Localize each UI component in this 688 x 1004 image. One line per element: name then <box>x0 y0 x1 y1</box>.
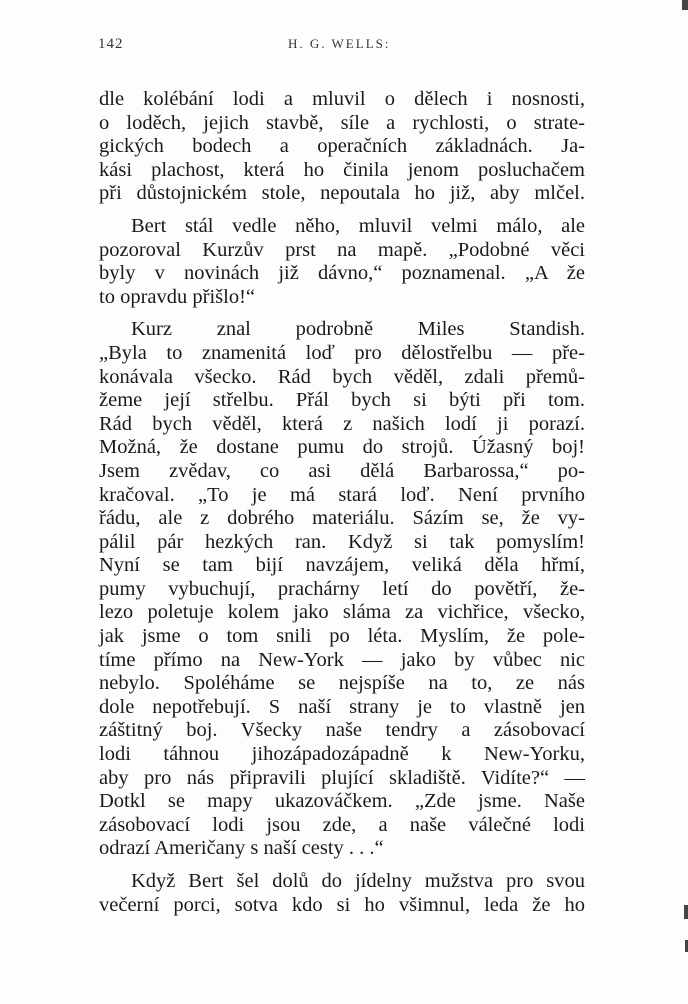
text-line: žeme její střelbu. Přál bych si býti při tom. <box>99 389 585 412</box>
paragraph-gap <box>99 206 585 215</box>
text-line: večerní porci, sotva kdo si ho všimnul, leda že ho <box>99 893 585 916</box>
text-line: pumy vybuchují, prachárny letí do povětří, že- <box>99 577 585 600</box>
text-line: tíme přímo na New-York — jako by vůbec nic <box>99 648 585 671</box>
text-line: Jsem zvědav, co asi dělá Barbarossa,“ po- <box>99 459 585 482</box>
text-line: záštitný boj. Všecky naše tendry a zásobovací <box>99 719 585 742</box>
text-line: Dotkl se mapy ukazováčkem. „Zde jsme. Naše <box>99 790 585 813</box>
text-line: to opravdu přišlo!“ <box>99 285 255 308</box>
text-line: aby pro nás připravili plující skladiště. Vidíte?“ — <box>99 766 585 789</box>
text-line: Možná, že dostane pumu do strojů. Úžasný boj! <box>99 436 585 459</box>
text-line: pálil pár hezkých ran. Když si tak pomyslím! <box>99 530 585 553</box>
text-line: konávala všecko. Rád bych věděl, zdali přemů- <box>99 365 585 388</box>
paragraph-gap <box>99 861 585 870</box>
body-text <box>99 88 585 917</box>
text-line: lodi táhnou jihozápadozápadně k New-Yorku, <box>99 743 585 766</box>
page-number: 142 <box>98 36 124 52</box>
scan-edge-mark <box>684 905 688 919</box>
text-line: o loděch, jejich stavbě, síle a rychlosti, o strate- <box>99 111 585 134</box>
text-line: jak jsme o tom snili po léta. Myslím, že pole- <box>99 625 585 648</box>
running-head: H. G. WELLS: <box>288 36 391 51</box>
text-line: lezo poletuje kolem jako sláma za vichřice, všecko, <box>99 601 585 624</box>
page-header <box>98 36 582 58</box>
text-line: Kurz znal podrobně Miles Standish. <box>131 318 585 341</box>
text-line: řádu, ale z dobrého materiálu. Sázím se, že vy- <box>99 507 585 530</box>
text-line: Bert stál vedle něho, mluvil velmi málo, ale <box>131 214 585 237</box>
paragraph <box>99 870 585 917</box>
paragraph <box>99 318 585 861</box>
text-line: dole nepotřebují. S naší strany je to vlastně jen <box>99 695 585 718</box>
text-line: Nyní se tam bijí navzájem, veliká děla hřmí, <box>99 554 585 577</box>
paragraph-gap <box>99 309 585 318</box>
text-line: Rád bych věděl, která z našich lodí ji porazí. <box>99 412 585 435</box>
text-line: při důstojnickém stole, nepoutala ho již, aby mlčel. <box>99 182 585 205</box>
text-line: byly v novinách již dávno,“ poznamenal. „A že <box>99 262 585 285</box>
text-line: „Byla to znamenitá loď pro dělostřelbu — pře- <box>99 341 585 364</box>
text-line: Když Bert šel dolů do jídelny mužstva pro svou <box>131 870 585 892</box>
text-line: dle kolébání lodi a mluvil o dělech i nosnosti, <box>99 88 585 110</box>
text-line: gických bodech a operačních základnách. Ja- <box>99 135 585 158</box>
text-line: kási plachost, která ho činila jenom posluchačem <box>99 158 585 181</box>
text-line: kračoval. „To je má stará loď. Není prvního <box>99 483 585 506</box>
paragraph <box>99 215 585 309</box>
scan-edge-mark <box>682 0 688 10</box>
text-line: pozoroval Kurzův prst na mapě. „Podobné věci <box>99 238 585 261</box>
text-line: zásobovací lodi jsou zde, a naše válečné lodi <box>99 813 585 836</box>
paragraph <box>99 88 585 206</box>
text-line: odrazí Američany s naší cesty . . .“ <box>99 837 384 860</box>
text-line: nebylo. Spoléháme se nejspíše na to, ze nás <box>99 672 585 695</box>
